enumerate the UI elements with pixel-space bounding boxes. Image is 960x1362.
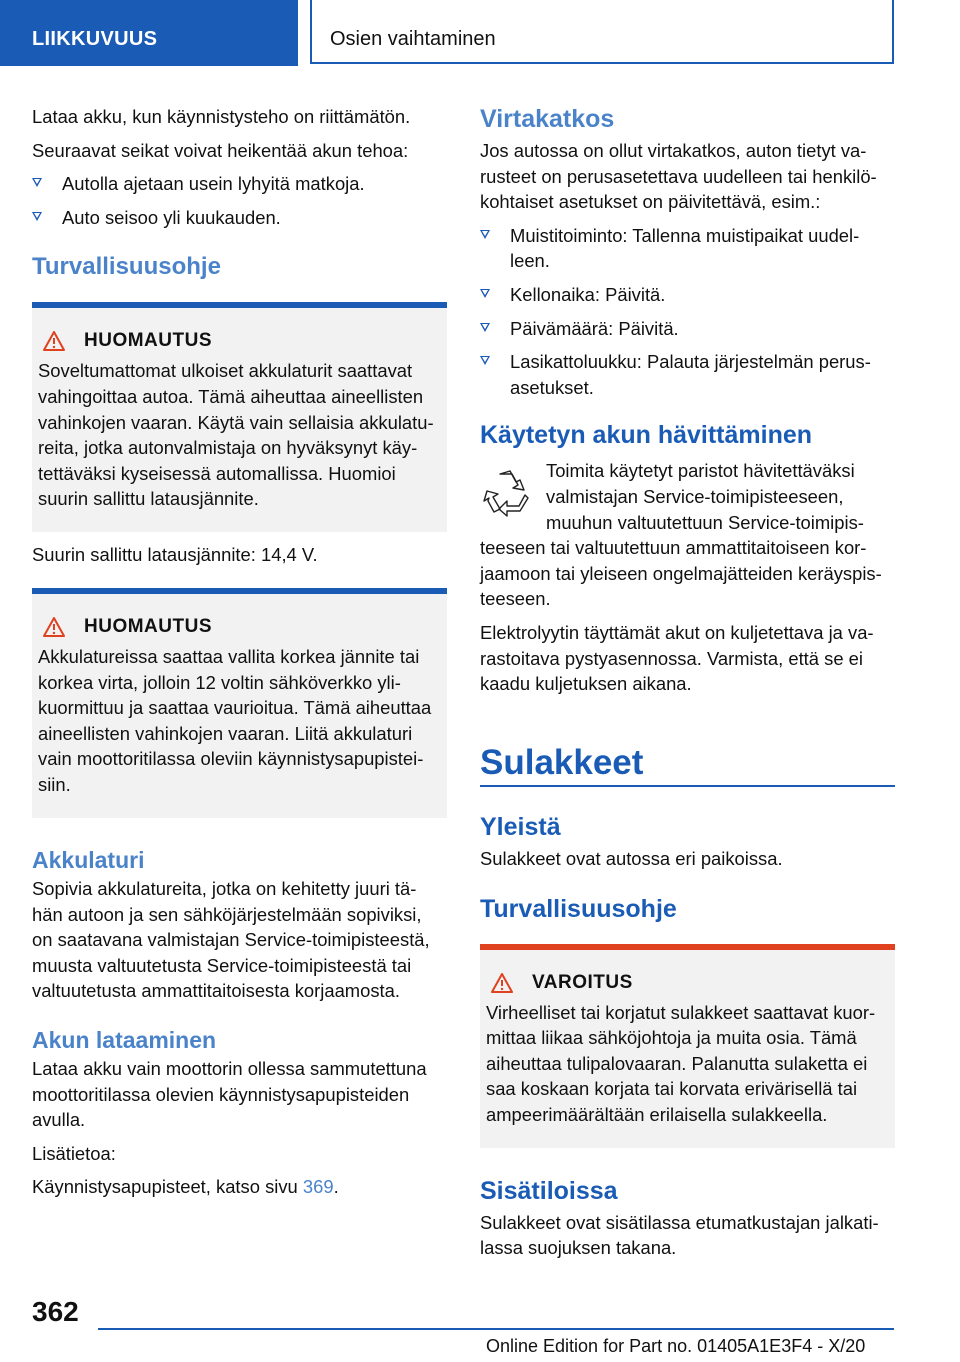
body-line: valtuutetusta ammattitaitoisesta korjaamosta. bbox=[32, 980, 400, 1002]
warning-triangle-icon bbox=[490, 972, 514, 994]
notice-title: HUOMAUTUS bbox=[38, 330, 437, 352]
body-line: kohtaiset asetukset on päivitettävä, esim.: bbox=[480, 191, 821, 213]
page-number: 362 bbox=[32, 1296, 79, 1327]
list-item: Päivämäärä: Päivitä. bbox=[480, 316, 895, 342]
notice-line: korkea virta, jolloin 12 voltin sähköverkko yli- bbox=[38, 671, 401, 693]
section-heading: Käytetyn akun hävittäminen bbox=[480, 421, 813, 450]
body-line: teeseen. bbox=[480, 588, 551, 610]
notice-line: tettäväksi kyseisessä automallissa. Huomioi bbox=[38, 462, 396, 484]
notice-line: suurin sallittu latausjännite. bbox=[38, 488, 259, 510]
header-chapter-label: Osien vaihtaminen bbox=[330, 28, 496, 50]
warning-triangle-icon bbox=[42, 330, 66, 352]
body-line: Jos autossa on ollut virtakatkos, auton tietyt va- bbox=[480, 140, 867, 161]
list-item: Autolla ajetaan usein lyhyitä matkoja. bbox=[32, 171, 447, 197]
page-reference: Käynnistysapupisteet, katso sivu 369. bbox=[32, 1176, 339, 1198]
notice-line: vahingoittaa autoa. Tämä aiheuttaa aineellisten bbox=[38, 385, 424, 407]
body-line: Sulakkeet ovat sisätilassa etumatkustajan jalkati- bbox=[480, 1211, 879, 1233]
warning-line: Virheelliset tai korjatut sulakkeet saattavat kuor- bbox=[486, 1001, 876, 1023]
list-item: Lasikattoluukku: Palauta järjestelmän perus- asetukset. bbox=[480, 349, 895, 400]
notice-line: aineellisten vahinkojen vaaran. Liitä akkulaturi bbox=[38, 722, 413, 744]
intro-text: Lataa akku, kun käynnistysteho on riittämätön. bbox=[32, 106, 411, 127]
bullet-triangle-icon bbox=[480, 323, 490, 332]
section-heading: Akkulaturi bbox=[32, 846, 145, 873]
header-chapter-box bbox=[310, 0, 894, 64]
body-line: lassa suojuksen takana. bbox=[480, 1237, 677, 1259]
body-line: moottoritilassa olevien käynnistysapupisteiden bbox=[32, 1083, 410, 1105]
body-line: muuhun valtuutettuun Service-toimipis- bbox=[546, 511, 864, 533]
bullet-triangle-icon bbox=[32, 212, 42, 221]
notice-box bbox=[32, 302, 447, 532]
body-line: Sulakkeet ovat autossa eri paikoissa. bbox=[480, 848, 783, 869]
max-voltage-text: Suurin sallittu latausjännite: 14,4 V. bbox=[32, 544, 318, 566]
list-item: Kellonaika: Päivitä. bbox=[480, 282, 895, 308]
section-heading: Virtakatkos bbox=[480, 105, 615, 133]
section-heading: Yleistä bbox=[480, 813, 561, 841]
notice-line: Akkulatureissa saattaa vallita korkea jännite tai bbox=[38, 645, 420, 667]
right-column-lower bbox=[480, 812, 895, 1261]
notice-line: reita, jotka autonvalmistaja on hyväksynyt käy- bbox=[38, 437, 418, 459]
list-item: Auto seisoo yli kuukauden. bbox=[32, 205, 447, 231]
intro-text-2: Seuraavat seikat voivat heikentää akun tehoa: bbox=[32, 139, 409, 161]
body-line: jaamoon tai yleiseen ongelmajätteiden keräyspis- bbox=[480, 562, 882, 584]
chapter-heading: Sulakkeet bbox=[480, 743, 644, 782]
body-line: avulla. bbox=[32, 1109, 86, 1131]
section-heading: Turvallisuusohje bbox=[32, 253, 221, 281]
header-section-tab bbox=[0, 0, 298, 66]
warning-title: VAROITUS bbox=[486, 972, 885, 994]
bullet-triangle-icon bbox=[480, 356, 490, 365]
body-line: Elektrolyytin täyttämät akut on kuljetettava ja va- bbox=[480, 621, 874, 643]
notice-line: kuormittuu ja saattaa vaurioitua. Tämä aiheuttaa bbox=[38, 697, 432, 719]
bullet-triangle-icon bbox=[480, 289, 490, 298]
warning-line: mittaa liikaa sähköjohtoja ja muita osia. Tämä bbox=[486, 1027, 857, 1049]
warning-line: ampeerimäärältään erilaisella sulakkeella. bbox=[486, 1103, 828, 1125]
edition-text: Online Edition for Part no. 01405A1E3F4 - X/20 bbox=[486, 1336, 866, 1356]
body-line: Toimita käytetyt paristot hävitettäväksi bbox=[546, 460, 855, 482]
bullet-triangle-icon bbox=[32, 178, 42, 187]
body-line: hän autoon ja sen sähköjärjestelmään sopiviksi, bbox=[32, 903, 422, 925]
page-link[interactable]: 369 bbox=[302, 1176, 334, 1198]
notice-line: Soveltumattomat ulkoiset akkulaturit saattavat bbox=[38, 360, 413, 382]
section-heading: Turvallisuusohje bbox=[480, 894, 677, 923]
notice-line: siin. bbox=[38, 773, 71, 795]
body-line: teeseen tai valtuutettuun ammattitaitoiseen kor- bbox=[480, 537, 867, 559]
header-section-label: LIIKKUVUUS bbox=[32, 28, 158, 50]
warning-box bbox=[480, 944, 895, 1148]
body-line: muusta valtuutetusta Service-toimipisteestä tai bbox=[32, 954, 412, 976]
body-line: rastoitava pystyasennossa. Varmista, että se ei bbox=[480, 647, 863, 669]
right-column bbox=[480, 104, 895, 697]
footer-divider bbox=[98, 1328, 894, 1330]
body-line: kaadu kuljetuksen aikana. bbox=[480, 673, 692, 695]
more-info-label: Lisätietoa: bbox=[32, 1142, 116, 1164]
bullet-triangle-icon bbox=[480, 230, 490, 239]
body-line: Lataa akku vain moottorin ollessa sammutettuna bbox=[32, 1057, 427, 1079]
warning-line: saa koskaan korjata tai korvata erivärisellä tai bbox=[486, 1078, 858, 1100]
section-heading: Sisätiloissa bbox=[480, 1176, 618, 1205]
notice-box bbox=[32, 588, 447, 818]
section-heading: Akun lataaminen bbox=[32, 1026, 217, 1053]
warning-triangle-icon bbox=[42, 616, 66, 638]
list-item: Muistitoiminto: Tallenna muistipaikat uudel- leen. bbox=[480, 223, 895, 274]
recycling-icon bbox=[480, 468, 532, 520]
body-line: Sopivia akkulatureita, jotka on kehitetty juuri tä- bbox=[32, 877, 417, 899]
left-column bbox=[32, 104, 447, 1200]
notice-line: vahinkojen vaaran. Käytä vain sellaisia akkulatu- bbox=[38, 411, 434, 433]
notice-line: vain moottoritilassa oleviin käynnistysapupistei- bbox=[38, 748, 424, 770]
body-line: valmistajan Service-toimipisteeseen, bbox=[546, 485, 844, 507]
body-line: on saatavana valmistajan Service-toimipisteestä, bbox=[32, 929, 430, 951]
notice-title: HUOMAUTUS bbox=[38, 616, 437, 638]
warning-line: aiheuttaa tulipalovaaran. Palanutta sulaketta ei bbox=[486, 1052, 868, 1074]
body-line: rusteet on perusasetettava uudelleen tai henkilö- bbox=[480, 165, 877, 187]
chapter-divider bbox=[480, 785, 895, 787]
recycling-note bbox=[480, 458, 895, 612]
